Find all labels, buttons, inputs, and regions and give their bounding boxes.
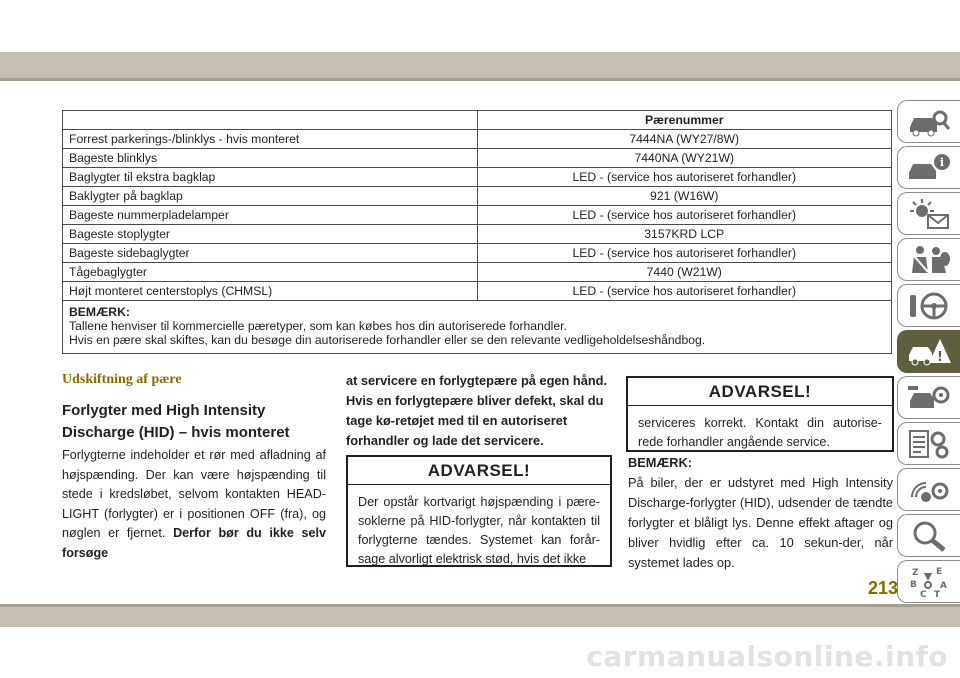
top-margin: [0, 0, 960, 52]
car-maintenance-icon: [906, 381, 952, 415]
table-cell-label: Bageste nummerpladelamper: [63, 206, 478, 225]
table-cell-label: Tågebaglygter: [63, 263, 478, 282]
body-text-bold: Derfor bør du ikke selv forsøge: [62, 526, 326, 560]
table-row: [63, 244, 892, 263]
index-search-icon: [906, 519, 952, 553]
tab-instrument-panel[interactable]: [897, 192, 960, 235]
table-cell-value: LED - (service hos autoriseret forhandler): [477, 168, 892, 187]
table-cell-label: Bageste blinklys: [63, 149, 478, 168]
table-cell-value: 7444NA (WY27/8W): [477, 130, 892, 149]
section-title: Udskiftning af pære: [62, 372, 182, 387]
watermark: carmanualsonline.info: [586, 640, 948, 673]
svg-text:E: E: [936, 566, 943, 577]
table-cell-value: LED - (service hos autoriseret forhandler): [477, 244, 892, 263]
warning-lights-message-icon: [906, 197, 952, 231]
header-band: [0, 52, 960, 78]
note-text: På biler, der er udstyret med High Intensity Discharge-forlygter (HID), udsender de tændte forlygter et blåligt lys. Denne effekt aftager og bliver hvidlig efter ca. 10 sekun-der, når systemet lades op.: [628, 475, 893, 570]
table-cell-value: LED - (service hos autoriseret forhandler): [477, 206, 892, 225]
table-header-bulb-number: Pærenummer: [477, 111, 892, 130]
warning-title: ADVARSEL!: [348, 457, 610, 485]
language-index-icon: [906, 565, 952, 599]
specifications-gear-icon: [906, 427, 952, 461]
table-note-line: Hvis en pære skal skiftes, kan du besøge din autoriserede forhandler eller se den relevante vedligeholdelseshåndbog.: [69, 333, 706, 347]
body-paragraph-bold: at servicere en forlygtepære på egen hånd. Hvis en forlygtepære bliver defekt, skal du tage kø-retøjet med til en autoriseret forhandler og lade det servicere.: [346, 373, 608, 448]
seatbelt-airbag-icon: [906, 243, 952, 277]
warning-text: serviceres korrekt. Kontakt din autorise-rede forhandler angående service.: [638, 416, 882, 449]
table-cell-label: Baglygter til ekstra bagklap: [63, 168, 478, 187]
table-cell-label: Bageste sidebaglygter: [63, 244, 478, 263]
svg-text:C: C: [920, 589, 927, 599]
tab-index[interactable]: [897, 514, 960, 557]
table-cell-label: Baklygter på bagklap: [63, 187, 478, 206]
table-note-line: Tallene henviser til kommercielle pæretyper, som kan købes hos din autoriserede forhandler.: [69, 319, 567, 333]
svg-text:B: B: [910, 579, 917, 590]
tab-vehicle-overview[interactable]: [897, 100, 960, 143]
table-row: [63, 187, 892, 206]
svg-text:i: i: [939, 155, 945, 169]
note-title: BEMÆRK:: [628, 455, 692, 470]
table-row: [63, 225, 892, 244]
note-paragraph: [628, 453, 893, 573]
table-note-title: BEMÆRK:: [69, 305, 130, 319]
table-cell-value: 7440 (W21W): [477, 263, 892, 282]
svg-text:Z: Z: [912, 567, 919, 578]
car-search-icon: [906, 105, 952, 139]
footer-band: [0, 607, 960, 627]
table-row: [63, 130, 892, 149]
header-band-rule: [0, 78, 960, 81]
svg-text:A: A: [940, 580, 947, 591]
table-row: [63, 168, 892, 187]
tab-language-index[interactable]: [897, 560, 960, 603]
table-row: [63, 282, 892, 301]
body-text: Forlygterne indeholder et rør med afladning af højspænding. Der kan være højspænding til stede i kredsløbet, selvom kontakten HEAD-LIGHT (forlygter) er i positionen OFF (fra), og nøglen er fjernet.: [62, 448, 326, 540]
car-info-icon: [906, 151, 952, 185]
tab-safety[interactable]: [897, 238, 960, 281]
tab-servicing-maintenance[interactable]: [897, 376, 960, 419]
roadside-emergency-icon: [906, 335, 952, 369]
table-row: [63, 263, 892, 282]
table-cell-value: 7440NA (WY21W): [477, 149, 892, 168]
warning-box: [346, 455, 612, 567]
table-row: [63, 149, 892, 168]
page-number: 213: [868, 578, 899, 598]
svg-text:!: !: [937, 349, 943, 365]
table-cell-label: Forrest parkerings-/blinklys - hvis monteret: [63, 130, 478, 149]
table-note: [63, 301, 892, 354]
table-cell-value: 3157KRD LCP: [477, 225, 892, 244]
table-note-row: [63, 301, 892, 354]
table-cell-value: LED - (service hos autoriseret forhandler): [477, 282, 892, 301]
tab-getting-to-know[interactable]: [897, 146, 960, 189]
multimedia-radio-icon: [906, 473, 952, 507]
subsection-title: Forlygter med High Intensity Discharge (HID) – hvis monteret: [62, 402, 290, 441]
tab-in-case-of-emergency[interactable]: [897, 330, 960, 373]
table-cell-value: 921 (W16W): [477, 187, 892, 206]
tab-multimedia[interactable]: [897, 468, 960, 511]
table-header-empty: [63, 111, 478, 130]
tab-technical-specifications[interactable]: [897, 422, 960, 465]
svg-text:T: T: [934, 589, 941, 599]
table-cell-label: Bageste stoplygter: [63, 225, 478, 244]
steering-wheel-key-icon: [906, 289, 952, 323]
table-cell-label: Højt monteret centerstoplys (CHMSL): [63, 282, 478, 301]
table-header-row: [63, 111, 892, 130]
warning-text: Der opstår kortvarigt højspænding i pære-soklerne på HID-forlygter, når kontakten til forlygterne tændes. Systemet kan forår-sage alvorligt elektrisk stød, hvis det ikke: [358, 495, 600, 566]
bulb-table: [62, 110, 892, 354]
table-row: [63, 206, 892, 225]
warning-box-continued: [626, 376, 894, 452]
body-paragraph: [62, 446, 326, 563]
tab-starting-operating[interactable]: [897, 284, 960, 327]
warning-title: ADVARSEL!: [628, 378, 892, 406]
